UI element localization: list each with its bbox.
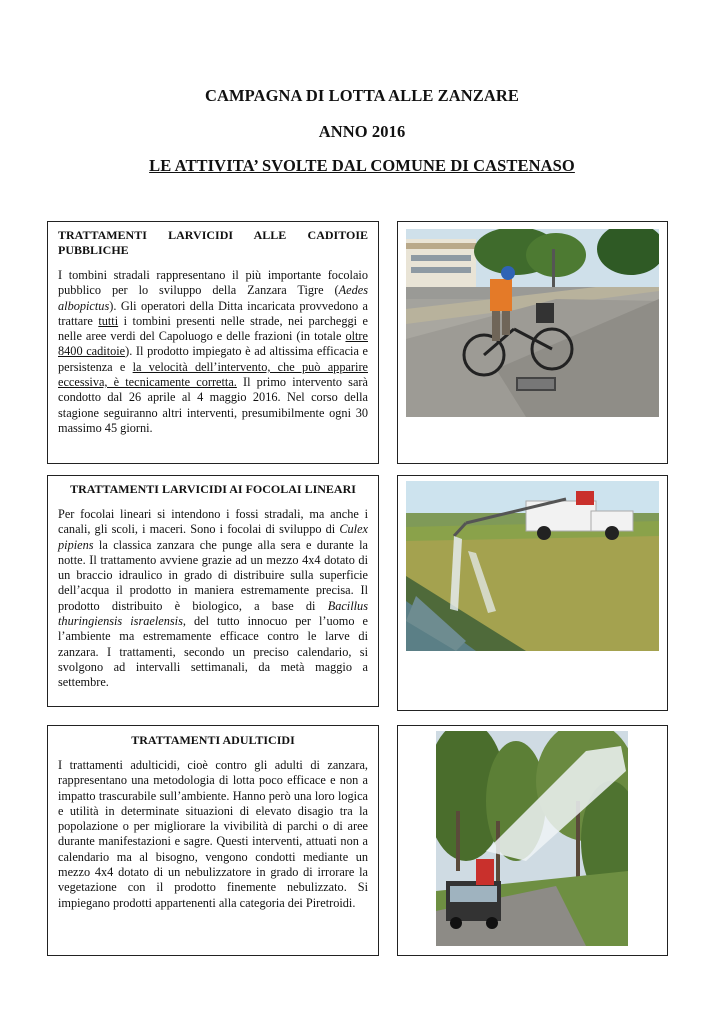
- section-adulticidi-heading: TRATTAMENTI ADULTICIDI: [131, 733, 295, 747]
- title-line-1: CAMPAGNA DI LOTTA ALLE ZANZARE: [204, 86, 520, 105]
- section-focolai-lineari: [47, 475, 379, 707]
- section-caditoie-body: I tombini stradali rappresentano il più importante focolaio pubblico per lo sviluppo della Zanzara Tigre (Aedes albopictus). Gli operatori della Ditta incaricata provvedono a trattare tutti i tombini presenti nelle strade, nei parcheggi e nelle aree verdi del Capoluogo e delle frazioni (in totale oltre 8400 caditoie). Il prodotto impiegato è ad altissima efficacia e persistenza e la velocità dell’intervento, che può apparire eccessiva, è tecnicamente corretta. Il primo intervento sarà condotto dal 26 aprile al 4 maggio 2016. Nel corso della stagione seguiranno altri interventi, presumibilmente ogni 30 massimo 45 giorni.: [58, 268, 368, 435]
- species-aedes: Aedes albopictus: [58, 283, 368, 313]
- section-caditoie: [47, 221, 379, 464]
- section-adulticidi: [47, 725, 379, 956]
- photo-nebulizer-truck: [436, 731, 628, 946]
- section-caditoie-heading: TRATTAMENTI LARVICIDI ALLE CADITOIE PUBBLICHE: [58, 228, 368, 257]
- section-focolai-body: Per focolai lineari si intendono i fossi stradali, ma anche i canali, gli scoli, i maceri. Sono i focolai di sviluppo di Culex pipiens la classica zanzara che punge alla sera e durante la notte. Il trattamento avviene grazie ad un mezzo 4x4 dotato di un braccio idraulico in grado di distribuire sulla superficie dell’acqua il prodotto in maniera estremamente precisa. Il prodotto distribuito è biologico, a base di Bacillus thuringiensis israelensis, del tutto innocuo per l’uomo e l’ambiente ma estremamente efficace contro le larve di zanzara. I trattamenti, secondo un preciso calendario, si svolgono ad intervalli settimanali, da metà maggio a settembre.: [58, 507, 368, 690]
- photo-bicycle-operator: [406, 229, 659, 417]
- photo-frame-1: [397, 221, 668, 464]
- title-line-3: LE ATTIVITA’ SVOLTE DAL COMUNE DI CASTENASO: [149, 156, 575, 175]
- section-focolai-heading: TRATTAMENTI LARVICIDI AI FOCOLAI LINEARI: [70, 482, 356, 496]
- species-culex: Culex pipiens: [58, 522, 368, 552]
- photo-pickup-ditch: [406, 481, 659, 651]
- species-bacillus: Bacillus thuringiensis israelensis: [58, 598, 368, 629]
- photo-frame-3: [397, 725, 668, 956]
- title-line-2: ANNO 2016: [318, 122, 406, 141]
- photo-frame-2: [397, 475, 668, 711]
- caditoie-count: oltre 8400 caditoie: [58, 329, 368, 359]
- section-adulticidi-body: I trattamenti adulticidi, cioè contro gli adulti di zanzara, rappresentano una metodologia di lotta poco efficace e non a impatto trascurabile sull’ambiente. Hanno però una loro logica e utilità in determinate situazioni di elevato disagio tra la popolazione o per migliorare la vivibilità di parchi o di aree durante manifestazioni e sagre. Questi interventi, attuati non a calendario ma al bisogno, vengono condotti mediante un mezzo 4x4 dotato di un nebulizzatore in grado di irrorare la vegetazione con il prodotto finemente nebulizzato. Si impiegano prodotti appartenenti alla categoria dei Piretroidi.: [58, 758, 368, 910]
